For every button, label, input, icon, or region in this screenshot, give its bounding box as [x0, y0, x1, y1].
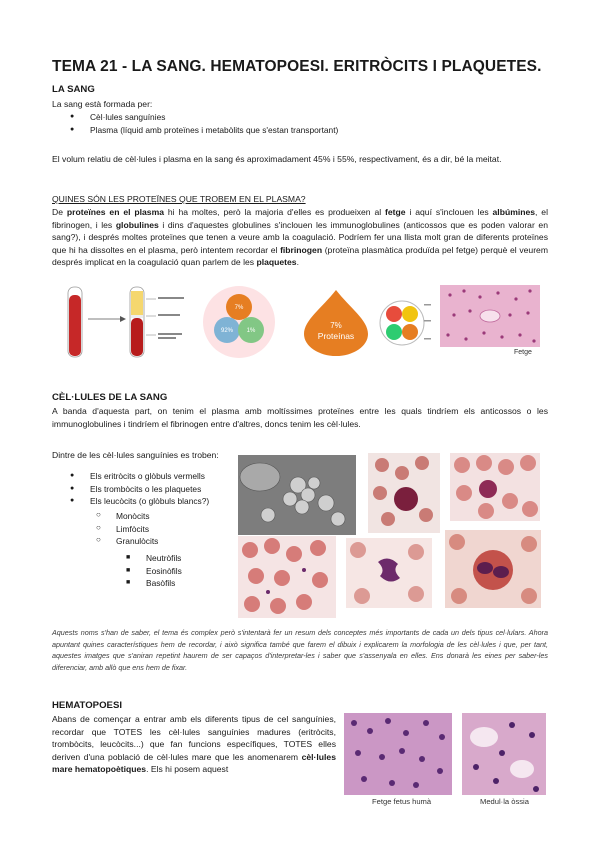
leucocits-sublist — [94, 510, 234, 548]
list-item: ○ Monòcits — [94, 510, 234, 523]
sang-volume: El volum relatiu de cèl·lules i plasma en la sang és aproximadament 45% i 55%, respectivament, és a dir, bé la meitat. — [52, 154, 502, 164]
drop-name: Proteínas — [317, 331, 355, 341]
list-item: ● Els trombòcits o les plaquetes — [68, 483, 238, 496]
circle-label-1: 7% — [234, 305, 244, 311]
proteines-question: QUINES SÓN LES PROTEÏNES QUE TROBEM EN EL PLASMA? — [52, 194, 306, 204]
hemato-paragraph: Abans de començar a entrar amb els diferents tipus de cel sanguínies, recordar que TOTES les cèl·lules sanguínies madures (eritròcits, trombòcits, leucòcits...) que fan funcions específiques, TOTES elles deriven d'una població de cèl·lules mare que les anomenarem cèl·lules mare hematopoètiques. Els hi posem aquest — [52, 714, 336, 775]
proteins-drop-icon — [300, 288, 372, 358]
eosinophil-image — [445, 530, 541, 608]
erythrocyte-smear-image-1 — [368, 453, 440, 533]
list-item: ○ Granulòcits — [94, 535, 234, 548]
fetge-histology-image — [440, 285, 540, 347]
cellules-intro: Dintre de les cèl·lules sanguínies es troben: — [52, 450, 219, 460]
caption-medulla: Medul·la òssia — [480, 797, 529, 806]
platelets-smear-image — [238, 536, 336, 618]
cellules-list — [68, 470, 238, 508]
list-item: ● Els eritròcits o glòbuls vermells — [68, 470, 238, 483]
bone-marrow-histology-image — [462, 713, 546, 795]
sem-blood-cells-image — [238, 455, 356, 535]
list-item: ● Plasma (líquid amb proteïnes i metabòlits que s'estan transportant) — [68, 124, 548, 137]
list-item: ● Cèl·lules sanguínies — [68, 111, 548, 124]
granulocits-sublist — [124, 552, 234, 590]
fetal-liver-histology-image — [344, 713, 452, 795]
list-item: ● Els leucòcits (o glòbuls blancs?) — [68, 495, 238, 508]
circle-label-3: 1% — [246, 328, 256, 334]
section-heading-hematopoesi: HEMATOPOESI — [52, 700, 123, 711]
cellules-paragraph: A banda d'aquesta part, on tenim el plasma amb moltíssimes proteïnes entre les quals tindríem els anticossos o les immunoglobulines i tindríem el fibrinogen entre d'altres, doncs tenim les cèl·lules. — [52, 406, 548, 429]
list-item: ■ Basòfils — [124, 577, 234, 590]
cellules-note: Aquests noms s'han de saber, el tema és complex però s'intentarà fer un resum dels conceptes més importants de cada un dels tipus cel·lulars. Ahora apuntant quines característiques hem de recordar, i això significa també que farem el dibuix i explicarem la morfologia de les cèl·lules i que, per tant, aquestes imatges que s'aniran repetint haurem de ser capaços d'interpretar-les i saber que s'assenyala en elles. Ens donarà les eines per saber-les diferenciar, amb allò que ens hem de fixar. — [52, 628, 548, 672]
list-item: ■ Eosinòfils — [124, 565, 234, 578]
caption-fetge-fetus: Fetge fetus humà — [372, 797, 432, 806]
circle-label-2: 92% — [220, 328, 234, 334]
proteines-paragraph: De proteïnes en el plasma hi ha moltes, però la majoria d'elles es produeixen al fetge i aquí s'inclouen les albúmines, el fibrinogen, i les globulines i dins d'aquestes globulines s'inclouen les immunoglobulines (anticossos que es poden valorar en sang?), i després moltes proteïnes que tenen a veure amb la coagulació. Podríem fer una llista molt gran de diferents proteïnes que hi ha dissoltes en el plasma, però intentem recordar el fibrinogen (proteïna plasmàtica produïda pel fetge) perquè el veurem després implicat en la coagulació quan parlem de les plaquetes. — [52, 207, 548, 268]
sang-intro: La sang està formada per: — [52, 99, 153, 109]
blood-tube-diagram — [60, 285, 190, 360]
erythrocyte-smear-image-2 — [450, 453, 540, 521]
section-heading-la-sang: LA SANG — [52, 84, 95, 95]
neutrophil-image — [346, 538, 432, 608]
sang-list — [68, 111, 548, 136]
list-item: ■ Neutròfils — [124, 552, 234, 565]
list-item: ○ Limfòcits — [94, 523, 234, 536]
fetge-caption: Fetge — [514, 349, 532, 356]
drop-pct: 7% — [330, 321, 342, 330]
section-heading-cellules: CÈL·LULES DE LA SANG — [52, 392, 168, 403]
proteins-breakdown-icon — [372, 290, 432, 356]
page-title: TEMA 21 - LA SANG. HEMATOPOESI. ERITRÒCITS I PLAQUETES. — [52, 58, 542, 75]
plasma-composition-circle — [200, 283, 278, 361]
